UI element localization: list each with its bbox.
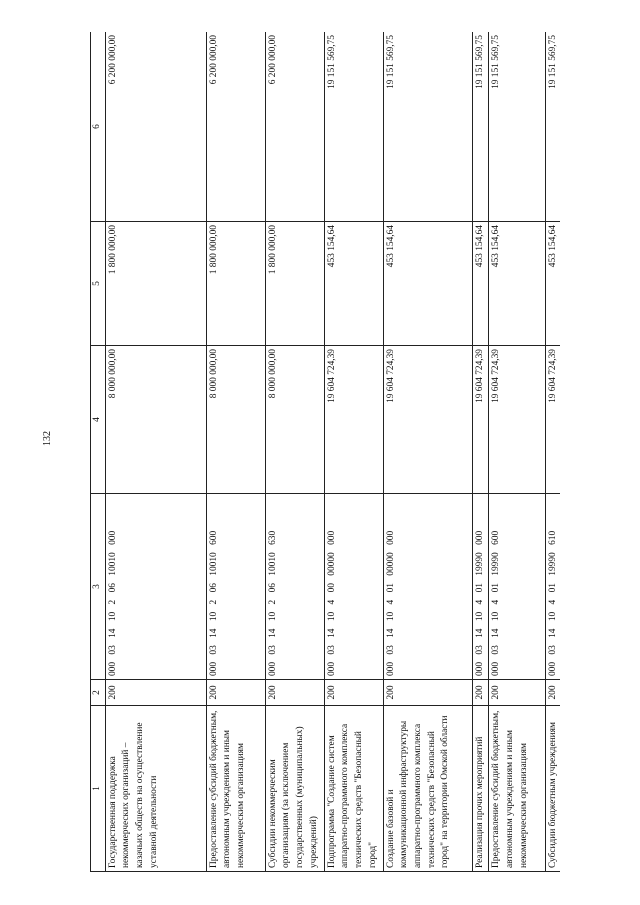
header-row — [91, 32, 106, 872]
row-col6: 19 151 569,75 — [383, 32, 472, 222]
row-col2: 200 — [472, 680, 489, 706]
row-code: 000 03 14 10 2 06 10010 000 — [105, 494, 206, 680]
row-col5: 453 154,64 — [546, 222, 560, 346]
page-number: 132 — [42, 431, 53, 446]
row-col2: 200 — [206, 680, 265, 706]
row-name: Государственная поддержка некоммерческих организаций – казачьих обществ на осуществление уставной деятельности — [105, 706, 206, 872]
row-col4: 8 000 000,00 — [105, 346, 206, 494]
row-col5: 453 154,64 — [472, 222, 489, 346]
row-col4: 19 604 724,39 — [383, 346, 472, 494]
row-col6: 19 151 569,75 — [546, 32, 560, 222]
header-cell-5: 5 — [91, 222, 106, 346]
row-code: 000 03 14 10 4 01 19990 600 — [489, 494, 546, 680]
row-name: Предоставление субсидий бюджетным, автономным учреждениям и иным некоммерческим организациям — [489, 706, 546, 872]
row-col4: 8 000 000,00 — [265, 346, 324, 494]
row-col5: 453 154,64 — [489, 222, 546, 346]
row-col4: 19 604 724,39 — [546, 346, 560, 494]
table-row — [383, 32, 472, 872]
row-col5: 453 154,64 — [324, 222, 383, 346]
row-code: 000 03 14 10 4 01 19990 000 — [472, 494, 489, 680]
row-col2: 200 — [489, 680, 546, 706]
table-rotation-frame — [90, 32, 560, 872]
row-col5: 1 800 000,00 — [105, 222, 206, 346]
header-cell-4: 4 — [91, 346, 106, 494]
budget-table — [90, 32, 560, 872]
row-col6: 19 151 569,75 — [472, 32, 489, 222]
row-col2: 200 — [105, 680, 206, 706]
row-col5: 453 154,64 — [383, 222, 472, 346]
header-cell-2: 2 — [91, 680, 106, 706]
row-col6: 6 200 000,00 — [105, 32, 206, 222]
table-row — [546, 32, 560, 872]
table-row — [265, 32, 324, 872]
header-cell-1: 1 — [91, 706, 106, 872]
row-name: Подпрограмма "Создание систем аппаратно-программного комплекса технических средств "Безопасный город" — [324, 706, 383, 872]
row-code: 000 03 14 10 2 06 10010 630 — [265, 494, 324, 680]
table-row — [472, 32, 489, 872]
row-name: Предоставление субсидий бюджетным, автономным учреждениям и иным некоммерческим организациям — [206, 706, 265, 872]
row-col2: 200 — [546, 680, 560, 706]
row-col2: 200 — [324, 680, 383, 706]
row-code: 000 03 14 10 2 06 10010 600 — [206, 494, 265, 680]
row-col5: 1 800 000,00 — [265, 222, 324, 346]
row-code: 000 03 14 10 4 01 19990 610 — [546, 494, 560, 680]
rotated-table-area — [90, 32, 560, 872]
row-col4: 8 000 000,00 — [206, 346, 265, 494]
row-col2: 200 — [383, 680, 472, 706]
row-col5: 1 800 000,00 — [206, 222, 265, 346]
table-row — [206, 32, 265, 872]
row-col6: 6 200 000,00 — [206, 32, 265, 222]
row-code: 000 03 14 10 4 01 00000 000 — [383, 494, 472, 680]
row-col6: 6 200 000,00 — [265, 32, 324, 222]
row-name: Создание базовой и коммуникационной инфраструктуры аппаратно-программного комплекса технических средств "Безопасный город" на территории Омской области — [383, 706, 472, 872]
row-col2: 200 — [265, 680, 324, 706]
row-name: Субсидии некоммерческим организациям (за исключением государственных (муниципальных) учреждений) — [265, 706, 324, 872]
table-row — [489, 32, 546, 872]
row-col4: 19 604 724,39 — [324, 346, 383, 494]
row-code: 000 03 14 10 4 00 00000 000 — [324, 494, 383, 680]
row-col6: 19 151 569,75 — [324, 32, 383, 222]
row-col4: 19 604 724,39 — [472, 346, 489, 494]
header-cell-3: 3 — [91, 494, 106, 680]
table-row — [324, 32, 383, 872]
row-col6: 19 151 569,75 — [489, 32, 546, 222]
row-col4: 19 604 724,39 — [489, 346, 546, 494]
row-name: Реализация прочих мероприятий — [472, 706, 489, 872]
row-name: Субсидии бюджетным учреждениям — [546, 706, 560, 872]
table-row — [105, 32, 206, 872]
header-cell-6: 6 — [91, 32, 106, 222]
